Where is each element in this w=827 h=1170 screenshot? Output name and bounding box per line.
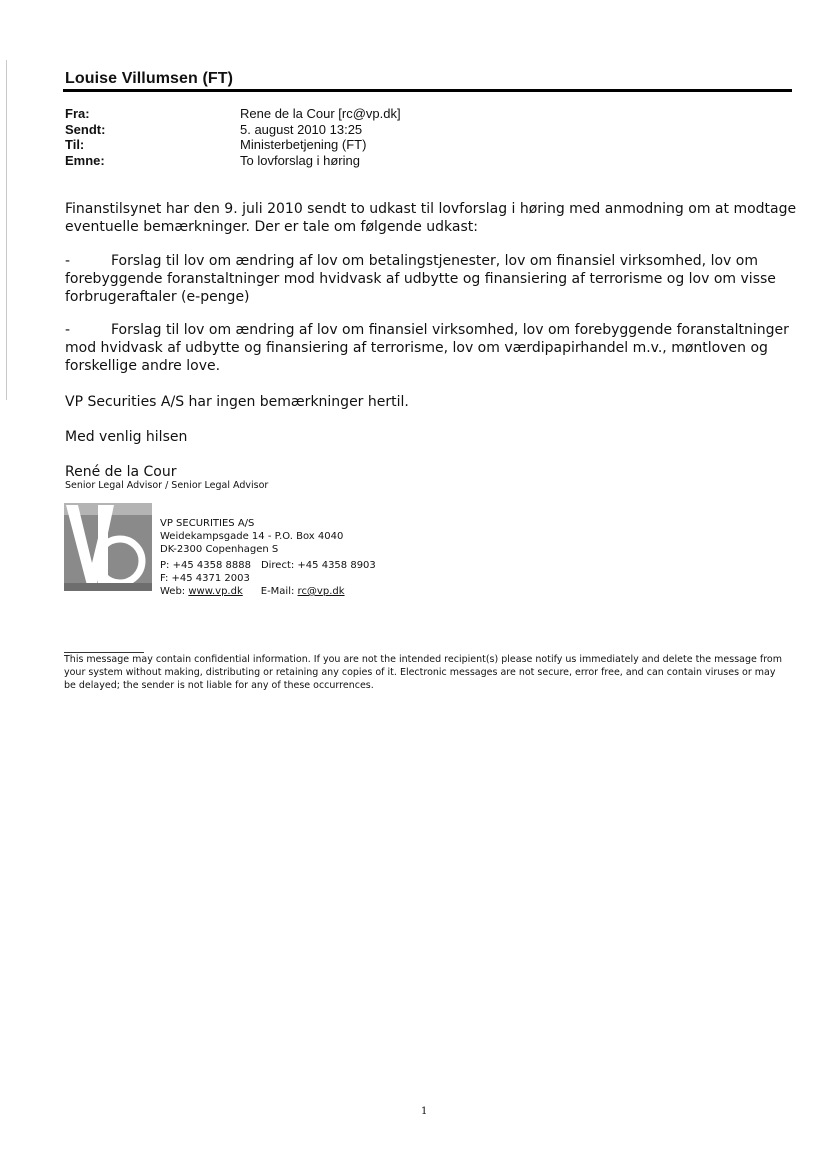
from-value: Rene de la Cour [rc@vp.dk] xyxy=(240,106,401,121)
proposal-item-2 xyxy=(65,321,800,375)
proposal-item-1-text: Forslag til lov om ændring af lov om betalingstjenester, lov om finansiel virksomhed, lov om forebyggende foranstaltninger mod hvidvask af udbytte og finansiering af terrorisme og lov om visse forbrugeraftaler (e-penge) xyxy=(65,253,776,305)
website-link[interactable]: www.vp.dk xyxy=(188,586,243,597)
subject-row xyxy=(65,153,401,169)
sent-label: Sendt: xyxy=(65,121,106,137)
confidentiality-disclaimer: This message may contain confidential information. If you are not the intended recipient(s) please notify us immediately and delete the message from your system without making, distributing or retaining any copies of it. Electronic messages are not secure, error free, and can contain viruses or may be delayed; the sender is not liable for any of these occurrences. xyxy=(64,654,782,691)
closing-salutation: Med venlig hilsen xyxy=(65,429,188,445)
company-contact-block xyxy=(160,517,376,598)
page-number: 1 xyxy=(421,1106,428,1117)
title-divider xyxy=(63,89,792,92)
proposal-item-2-text: Forslag til lov om ændring af lov om finansiel virksomhed, lov om forebyggende foranstaltninger mod hvidvask af udbytte og finansiering af terrorisme, lov om værdipapirhandel m.v., møntloven og forskellige andre love. xyxy=(65,322,789,374)
signature-title: Senior Legal Advisor / Senior Legal Advisor xyxy=(65,480,269,491)
web-email-line xyxy=(160,585,376,598)
proposal-item-1 xyxy=(65,252,800,306)
from-label: Fra: xyxy=(65,106,90,121)
signature-name: René de la Cour xyxy=(65,464,177,480)
bullet-dash: - xyxy=(65,322,71,338)
subject-label: Emne: xyxy=(65,152,105,168)
web-label: Web: xyxy=(160,586,186,597)
scan-edge-line xyxy=(6,60,7,400)
statement-paragraph: VP Securities A/S har ingen bemærkninger hertil. xyxy=(65,394,409,410)
company-name: VP SECURITIES A/S xyxy=(160,518,255,529)
subject-value: To lovforslag i høring xyxy=(240,152,360,168)
to-row xyxy=(65,137,401,153)
sent-row xyxy=(65,122,401,138)
phone-line xyxy=(160,559,376,572)
to-label: Til: xyxy=(65,137,85,152)
email-header xyxy=(65,106,401,168)
vp-securities-logo xyxy=(64,503,152,591)
logo-bottom-band xyxy=(64,583,152,591)
direct-number: Direct: +45 4358 8903 xyxy=(260,560,376,571)
email-label: E-Mail: xyxy=(260,586,295,597)
mailbox-owner-name: Louise Villumsen (FT) xyxy=(65,70,234,87)
fax-number: F: +45 4371 2003 xyxy=(160,573,250,584)
sent-value: 5. august 2010 13:25 xyxy=(240,121,363,137)
intro-paragraph: Finanstilsynet har den 9. juli 2010 sendt to udkast til lovforslag i høring med anmodning om at modtage eventuelle bemærkninger. Der er tale om følgende udkast: xyxy=(65,201,797,235)
company-address-1: Weidekampsgade 14 - P.O. Box 4040 xyxy=(160,531,344,542)
email-link[interactable]: rc@vp.dk xyxy=(297,586,345,597)
bullet-dash: - xyxy=(65,253,71,269)
to-value: Ministerbetjening (FT) xyxy=(240,137,367,152)
company-address-2: DK-2300 Copenhagen S xyxy=(160,544,279,555)
phone-number: P: +45 4358 8888 xyxy=(160,560,251,571)
from-row xyxy=(65,106,401,122)
